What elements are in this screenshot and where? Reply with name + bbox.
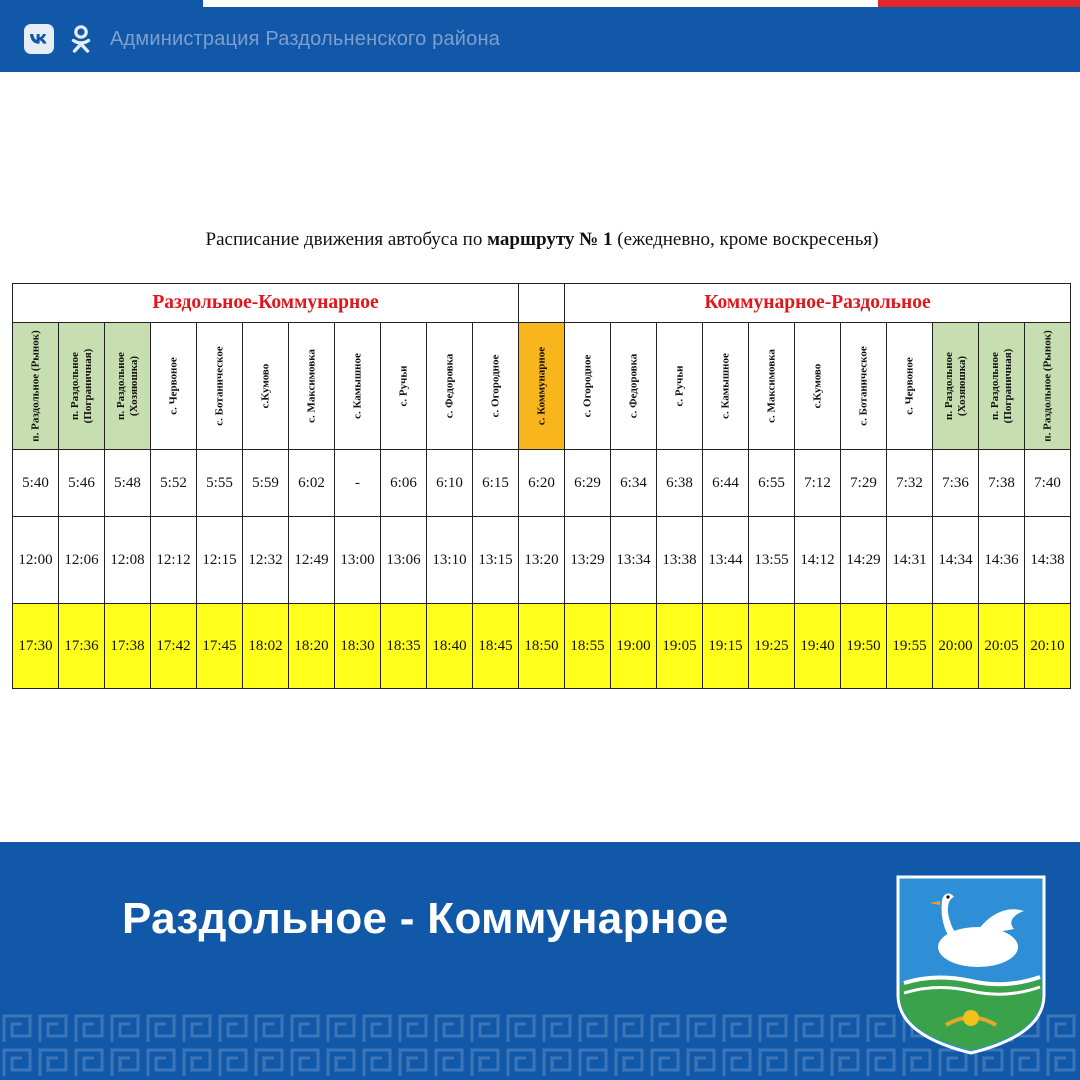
schedule-caption: [12, 229, 1072, 251]
stop-name: с. Федоровка: [443, 353, 455, 419]
departure-time: 6:15: [473, 450, 519, 517]
departure-time: 17:36: [59, 604, 105, 689]
stop-header-cell: [565, 323, 611, 450]
schedule-table-wrapper: [12, 283, 1071, 689]
flag-stripe: [0, 0, 1080, 7]
departure-time: 12:12: [151, 517, 197, 604]
stop-name: с. Ботаническое: [857, 346, 869, 426]
departure-time: 7:38: [979, 450, 1025, 517]
departure-time: 14:36: [979, 517, 1025, 604]
stop-header-cell: [13, 323, 59, 450]
vk-icon[interactable]: [24, 24, 54, 54]
departure-time: 6:20: [519, 450, 565, 517]
stop-header-cell: [151, 323, 197, 450]
departure-time: 18:20: [289, 604, 335, 689]
stop-name: с. Червоное: [167, 357, 179, 415]
departure-time: 6:38: [657, 450, 703, 517]
stop-name: с. Ручьи: [673, 365, 685, 407]
departure-time: 5:59: [243, 450, 289, 517]
departure-time: 13:15: [473, 517, 519, 604]
departure-time: 12:15: [197, 517, 243, 604]
stop-header-cell: [657, 323, 703, 450]
trip-row-morning: [13, 450, 1071, 517]
stop-header-cell: [473, 323, 519, 450]
stop-name: с. Ботаническое: [213, 346, 225, 426]
departure-time: 6:34: [611, 450, 657, 517]
departure-time: 5:55: [197, 450, 243, 517]
schedule-table: [12, 283, 1071, 689]
departure-time: 5:46: [59, 450, 105, 517]
departure-time: 7:40: [1025, 450, 1071, 517]
departure-time: 13:38: [657, 517, 703, 604]
bottom-banner: [0, 842, 1080, 1080]
stop-name: с. Червоное: [903, 357, 915, 415]
departure-time: 13:20: [519, 517, 565, 604]
departure-time: 12:08: [105, 517, 151, 604]
stop-header-cell: [59, 323, 105, 450]
departure-time: 6:44: [703, 450, 749, 517]
departure-time: 6:29: [565, 450, 611, 517]
departure-time: 6:02: [289, 450, 335, 517]
departure-time: 12:32: [243, 517, 289, 604]
stop-name: с. Камышное: [351, 353, 363, 419]
direction-out: Раздольное-Коммунарное: [13, 284, 519, 323]
departure-time: 12:00: [13, 517, 59, 604]
departure-time: 17:42: [151, 604, 197, 689]
stop-header-cell: [933, 323, 979, 450]
departure-time: 19:50: [841, 604, 887, 689]
departure-time: 19:25: [749, 604, 795, 689]
departure-time: 13:55: [749, 517, 795, 604]
stop-header-cell: [243, 323, 289, 450]
stop-name: с.Кумово: [259, 363, 271, 409]
stop-name: с. Максимовка: [305, 349, 317, 423]
caption-prefix: Расписание движения автобуса по: [205, 229, 488, 250]
departure-time: 7:32: [887, 450, 933, 517]
stop-header-cell: [611, 323, 657, 450]
departure-time: 17:38: [105, 604, 151, 689]
stop-header-cell: [427, 323, 473, 450]
stop-header-cell: [289, 323, 335, 450]
departure-time: 12:06: [59, 517, 105, 604]
departure-time: 14:34: [933, 517, 979, 604]
stop-header-cell: [335, 323, 381, 450]
trip-row-midday: [13, 517, 1071, 604]
stop-name: п. Раздольное (Пограничная): [988, 348, 1014, 424]
departure-time: 6:55: [749, 450, 795, 517]
departure-time: 6:10: [427, 450, 473, 517]
departure-time: 19:55: [887, 604, 933, 689]
stops-row: [13, 323, 1071, 450]
caption-route: маршруту № 1: [487, 229, 613, 250]
departure-time: 18:02: [243, 604, 289, 689]
stop-header-cell: [519, 323, 565, 450]
departure-time: 18:40: [427, 604, 473, 689]
trip-row-evening: [13, 604, 1071, 689]
departure-time: 5:48: [105, 450, 151, 517]
departure-time: 14:29: [841, 517, 887, 604]
route-title: Раздольное - Коммунарное: [122, 894, 729, 943]
departure-time: 17:45: [197, 604, 243, 689]
top-bar: [0, 0, 1080, 72]
departure-time: -: [335, 450, 381, 517]
stop-name: с. Ручьи: [397, 365, 409, 407]
stop-name: п. Раздольное (Хозяюшка): [942, 352, 968, 420]
swan-coat-of-arms-icon: [896, 875, 1046, 1055]
stop-header-cell: [795, 323, 841, 450]
stop-name: п. Раздольное (Пограничная): [68, 348, 94, 424]
direction-row: [13, 284, 1071, 323]
departure-time: 19:05: [657, 604, 703, 689]
stop-header-cell: [105, 323, 151, 450]
ok-icon[interactable]: [68, 24, 94, 54]
stop-header-cell: [749, 323, 795, 450]
departure-time: 13:06: [381, 517, 427, 604]
departure-time: 13:44: [703, 517, 749, 604]
stop-header-cell: [703, 323, 749, 450]
departure-time: 12:49: [289, 517, 335, 604]
departure-time: 14:12: [795, 517, 841, 604]
stop-header-cell: [197, 323, 243, 450]
departure-time: 13:00: [335, 517, 381, 604]
departure-time: 13:34: [611, 517, 657, 604]
stop-name: п. Раздольное (Хозяюшка): [114, 352, 140, 420]
stop-header-cell: [979, 323, 1025, 450]
departure-time: 18:45: [473, 604, 519, 689]
departure-time: 17:30: [13, 604, 59, 689]
stop-name: с. Огородное: [581, 354, 593, 418]
stop-name: с. Коммунарное: [535, 346, 547, 426]
departure-time: 13:10: [427, 517, 473, 604]
direction-hub-spacer: [519, 284, 565, 323]
departure-time: 14:38: [1025, 517, 1071, 604]
departure-time: 18:35: [381, 604, 427, 689]
organization-name: Администрация Раздольненского района: [110, 28, 501, 50]
departure-time: 5:52: [151, 450, 197, 517]
stop-name: с. Максимовка: [765, 349, 777, 423]
caption-suffix: (ежедневно, кроме воскресенья): [612, 229, 879, 250]
stop-header-cell: [1025, 323, 1071, 450]
stop-header-cell: [381, 323, 427, 450]
stop-name: с. Огородное: [489, 354, 501, 418]
departure-time: 7:12: [795, 450, 841, 517]
stop-name: с. Камышное: [719, 353, 731, 419]
stop-header-cell: [841, 323, 887, 450]
departure-time: 19:00: [611, 604, 657, 689]
departure-time: 7:36: [933, 450, 979, 517]
departure-time: 6:06: [381, 450, 427, 517]
stop-name: с. Федоровка: [627, 353, 639, 419]
departure-time: 7:29: [841, 450, 887, 517]
departure-time: 20:10: [1025, 604, 1071, 689]
departure-time: 18:55: [565, 604, 611, 689]
direction-back: Коммунарное-Раздольное: [565, 284, 1071, 323]
departure-time: 20:05: [979, 604, 1025, 689]
departure-time: 19:15: [703, 604, 749, 689]
stop-name: п. Раздольное (Рынок): [1041, 330, 1053, 442]
departure-time: 14:31: [887, 517, 933, 604]
departure-time: 13:29: [565, 517, 611, 604]
stop-name: п. Раздольное (Рынок): [29, 330, 41, 442]
stop-header-cell: [887, 323, 933, 450]
stop-name: с.Кумово: [811, 363, 823, 409]
departure-time: 18:30: [335, 604, 381, 689]
departure-time: 20:00: [933, 604, 979, 689]
departure-time: 5:40: [13, 450, 59, 517]
departure-time: 18:50: [519, 604, 565, 689]
departure-time: 19:40: [795, 604, 841, 689]
